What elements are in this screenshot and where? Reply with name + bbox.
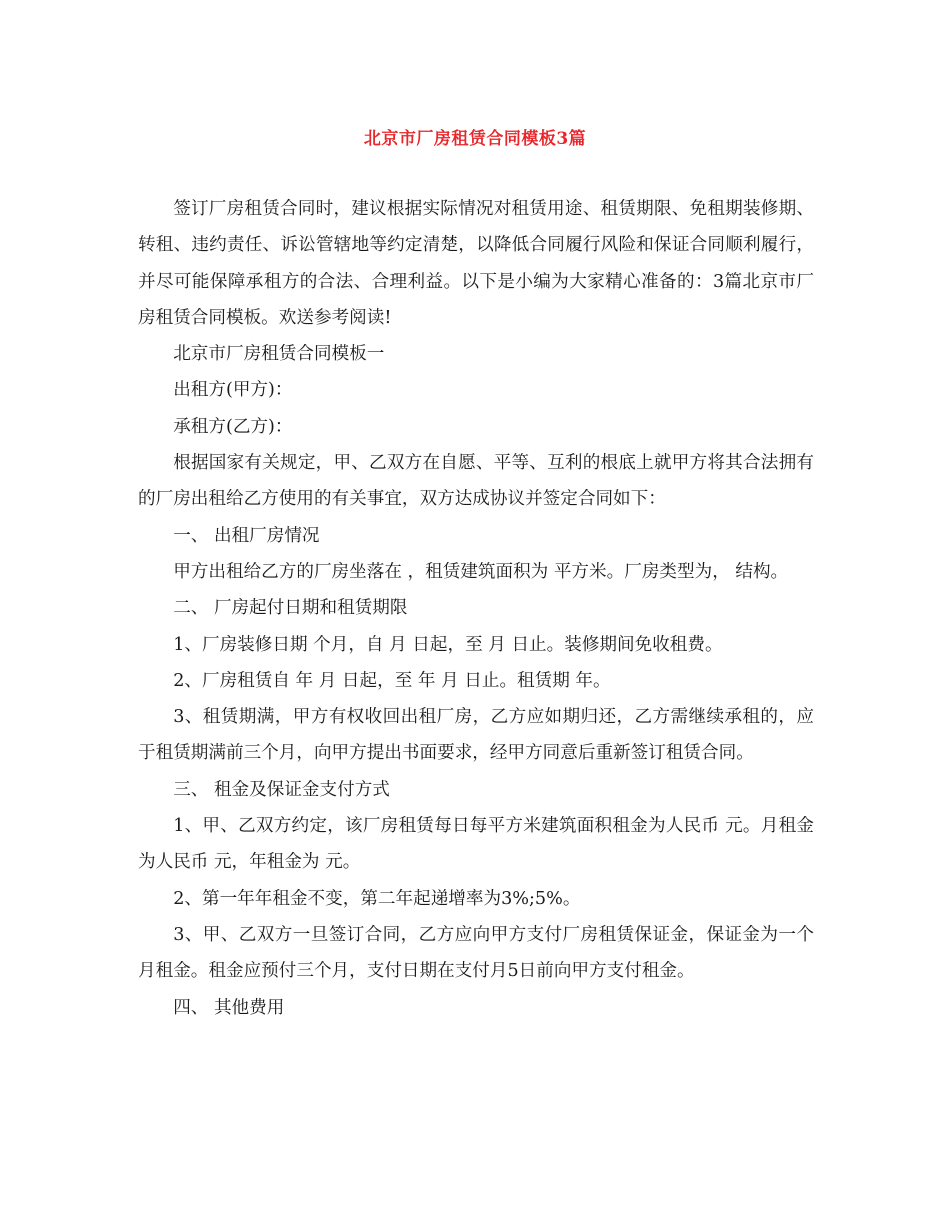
section-3-item-1: 1、甲、乙双方约定，该厂房租赁每日每平方米建筑面积租金为人民币 元。月租金为人民币 元，年租金为 元。 [138,816,814,873]
document-body [138,191,814,1026]
lessor-line: 出租方(甲方)： [173,380,293,401]
section-3-item-2: 2、第一年年租金不变，第二年起递增率为3%;5%。 [173,888,581,909]
section-2-item-1: 1、厂房装修日期 个月，自 月 日起，至 月 日止。装修期间免收租费。 [173,634,723,655]
section-1-paragraph: 甲方出租给乙方的厂房坐落在 ，租赁建筑面积为 平方米。厂房类型为， 结构。 [173,561,789,582]
section-heading-3: 三、 租金及保证金支付方式 [173,779,390,800]
section-2-item-3: 3、租赁期满，甲方有权收回出租厂房，乙方应如期归还，乙方需继续承租的，应于租赁期满前三个月，向甲方提出书面要求，经甲方同意后重新签订租赁合同。 [138,707,814,764]
agreement-preamble: 根据国家有关规定，甲、乙双方在自愿、平等、互利的根底上就甲方将其合法拥有的厂房出租给乙方使用的有关事宜，双方达成协议并签定合同如下： [138,453,814,510]
template-heading: 北京市厂房租赁合同模板一 [173,344,385,365]
intro-paragraph: 签订厂房租赁合同时，建议根据实际情况对租赁用途、租赁期限、免租期装修期、转租、违约责任、诉讼管辖地等约定清楚，以降低合同履行风险和保证合同顺利履行，并尽可能保障承租方的合法、合理利益。以下是小编为大家精心准备的：3篇北京市厂房租赁合同模板。欢送参考阅读! [138,199,814,328]
section-heading-1: 一、 出租厂房情况 [173,525,320,546]
section-heading-2: 二、 厂房起付日期和租赁期限 [173,598,408,619]
section-3-item-3: 3、甲、乙双方一旦签订合同，乙方应向甲方支付厂房租赁保证金，保证金为一个月租金。租金应预付三个月，支付日期在支付月5日前向甲方支付租金。 [138,924,814,982]
section-2-item-2: 2、厂房租赁自 年 月 日起，至 年 月 日止。租赁期 年。 [173,670,611,691]
lessee-line: 承租方(乙方)： [173,416,293,437]
section-heading-4: 四、 其他费用 [173,997,285,1018]
document-title: 北京市厂房租赁合同模板3篇 [363,129,587,149]
